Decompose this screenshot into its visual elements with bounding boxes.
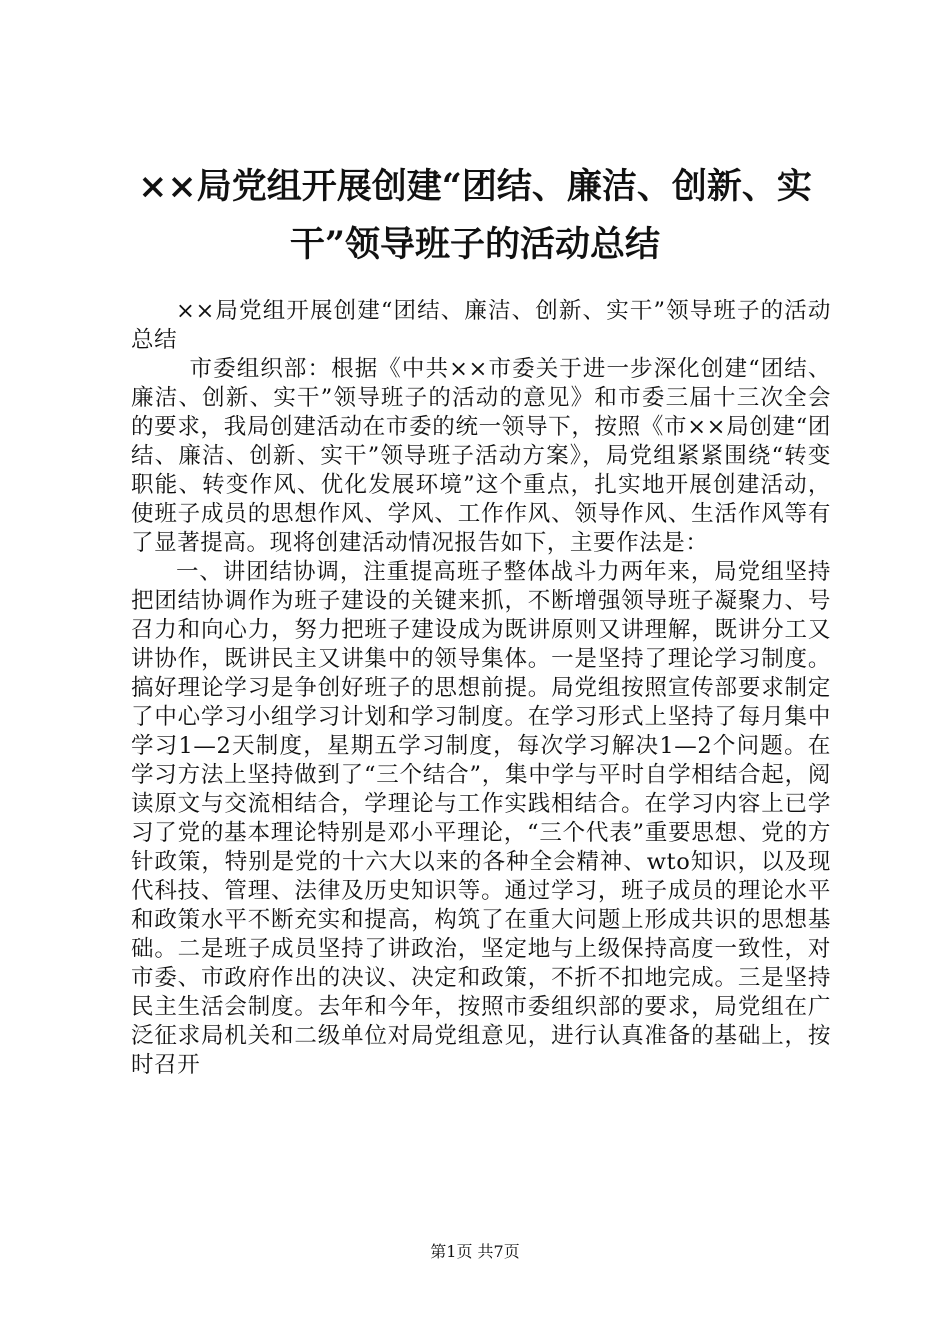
body-paragraph-section-one: 一、讲团结协调，注重提高班子整体战斗力两年来，局党组坚持把团结协调作为班子建设的关键来抓，不断增强领导班子凝聚力、号召力和向心力，努力把班子建设成为既讲原则又讲理解，既讲分工又讲协作，既讲民主又讲集中的领导集体。一是坚持了理论学习制度。搞好理论学习是争创好班子的思想前提。局党组按照宣传部要求制定了中心学习小组学习计划和学习制度。在学习形式上坚持了每月集中学习1—2天制度，星期五学习制度，每次学习解决1—2个问题。在学习方法上坚持做到了“三个结合”，集中学与平时自学相结合起，阅读原文与交流相结合，学理论与工作实践相结合。在学习内容上已学习了党的基本理论特别是邓小平理论，“三个代表”重要思想、党的方针政策，特别是党的十六大以来的各种全会精神、wto知识，以及现代科技、管理、法律及历史知识等。通过学习，班子成员的理论水平和政策水平不断充实和提高，构筑了在重大问题上形成共识的思想基础。二是班子成员坚持了讲政治，坚定地与上级保持高度一致性，对市委、市政府作出的决议、决定和政策，不折不扣地完成。三是坚持民主生活会制度。去年和今年，按照市委组织部的要求，局党组在广泛征求局机关和二级单位对局党组意见，进行认真准备的基础上，按时召开 (131, 559, 831, 1078)
page-number-footer: 第1页 共7页 (430, 1242, 520, 1261)
document-body (131, 297, 831, 1080)
document-title: ××局党组开展创建“团结、廉洁、创新、实干”领导班子的活动总结 (138, 166, 812, 265)
body-paragraph-intro: 市委组织部：根据《中共××市委关于进一步深化创建“团结、廉洁、创新、实干”领导班子的活动的意见》和市委三届十三次全会的要求，我局创建活动在市委的统一领导下，按照《市××局创建“团结、廉洁、创新、实干”领导班子活动方案》，局党组紧紧围绕“转变职能、转变作风、优化发展环境”这个重点，扎实地开展创建活动，使班子成员的思想作风、学风、工作作风、领导作风、生活作风等有了显著提高。现将创建活动情况报告如下，主要作法是： (131, 356, 831, 556)
body-paragraph-heading-repeat: ××局党组开展创建“团结、廉洁、创新、实干”领导班子的活动总结 (131, 298, 831, 353)
